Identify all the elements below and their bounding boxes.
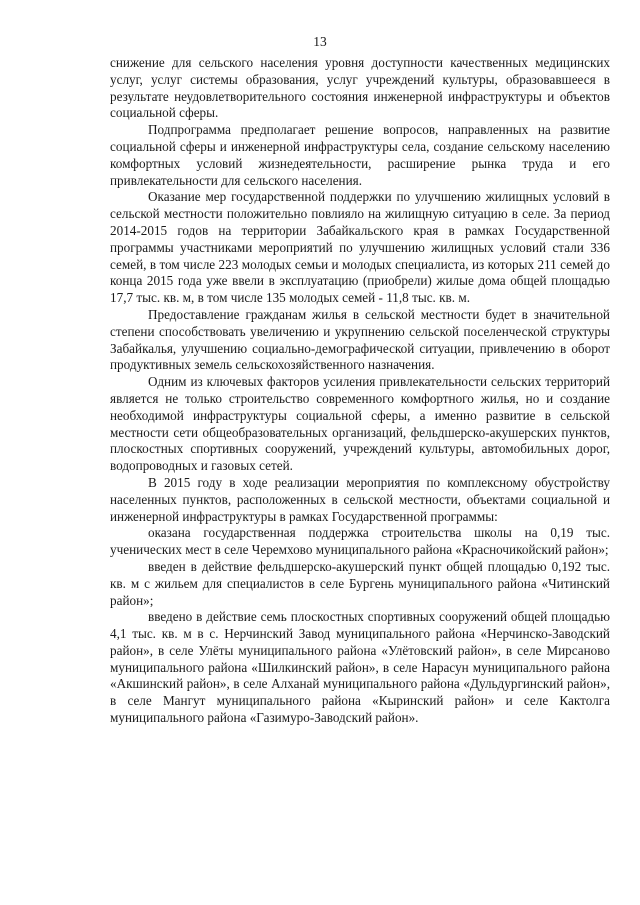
paragraph: Подпрограмма предполагает решение вопросов, направленных на развитие социальной сферы и инженерной инфраструктуры села, создание сельскому населению комфортных условий жизнедеятельности, расширение рынка труда и его привлекательности для сельского населения. — [110, 122, 610, 188]
paragraph: Оказание мер государственной поддержки по улучшению жилищных условий в сельской местности положительно повлияло на жилищную ситуацию в селе. За период 2014-2015 годов на территории Забайкальского края в рамках Государственной программы участниками мероприятий по улучшению жилищных условий стали 336 семей, в том числе 223 молодых семьи и молодых специалиста, из которых 211 семей до конца 2015 года уже ввели в эксплуатацию (приобрели) жилые дома общей площадью 17,7 тыс. кв. м, в том числе 135 молодых семей - 11,8 тыс. кв. м. — [110, 189, 610, 306]
list-item: введено в действие семь плоскостных спортивных сооружений общей площадью 4,1 тыс. кв. м в с. Нерчинский Завод муниципального района «Нерчинско-Заводский район», в селе Улёты муниципального района «Улётовский район», в селе Мирсаново муниципального района «Шилкинский район», в селе Нарасун муниципального района «Акшинский район», в селе Алханай муниципального района «Дульдургинский район», в селе Мангут муниципального района «Кыринский район» и селе Кактолга муниципального района «Газимуро-Заводский район». — [110, 609, 610, 726]
list-item: введен в действие фельдшерско-акушерский пункт общей площадью 0,192 тыс. кв. м с жильем для специалистов в селе Бургень муниципального района «Читинский район»; — [110, 558, 610, 608]
page-number: 13 — [313, 34, 327, 49]
paragraph: Предоставление гражданам жилья в сельской местности будет в значительной степени способствовать увеличению и укрупнению сельской поселенческой структуры Забайкалья, улучшению социально-демографической ситуации, привлечению в оборот продуктивных земель сельскохозяйственного назначения. — [110, 306, 610, 373]
paragraph: снижение для сельского населения уровня доступности качественных медицинских услуг, услуг системы образования, услуг учреждений культуры, образовавшееся в результате неудовлетворительного состояния инженерной инфраструктуры и объектов социальной сферы. — [110, 55, 610, 121]
paragraph: В 2015 году в ходе реализации мероприятия по комплексному обустройству населенных пунктов, расположенных в сельской местности, объектами социальной и инженерной инфраструктуры в рамках Государственной программы: — [110, 474, 610, 524]
paragraph: Одним из ключевых факторов усиления привлекательности сельских территорий является не только строительство современного комфортного жилья, но и создание необходимой инфраструктуры социальной сферы, а именно развитие в сельской местности сети общеобразовательных организаций, фельдшерско-акушерских пунктов, плоскостных спортивных сооружений, учреждений культуры, автомобильных дорог, водопроводных и газовых сетей. — [110, 374, 610, 474]
list-item: оказана государственная поддержка строительства школы на 0,19 тыс. ученических мест в селе Черемхово муниципального района «Красночикойский район»; — [110, 525, 610, 558]
document-body — [110, 55, 610, 727]
